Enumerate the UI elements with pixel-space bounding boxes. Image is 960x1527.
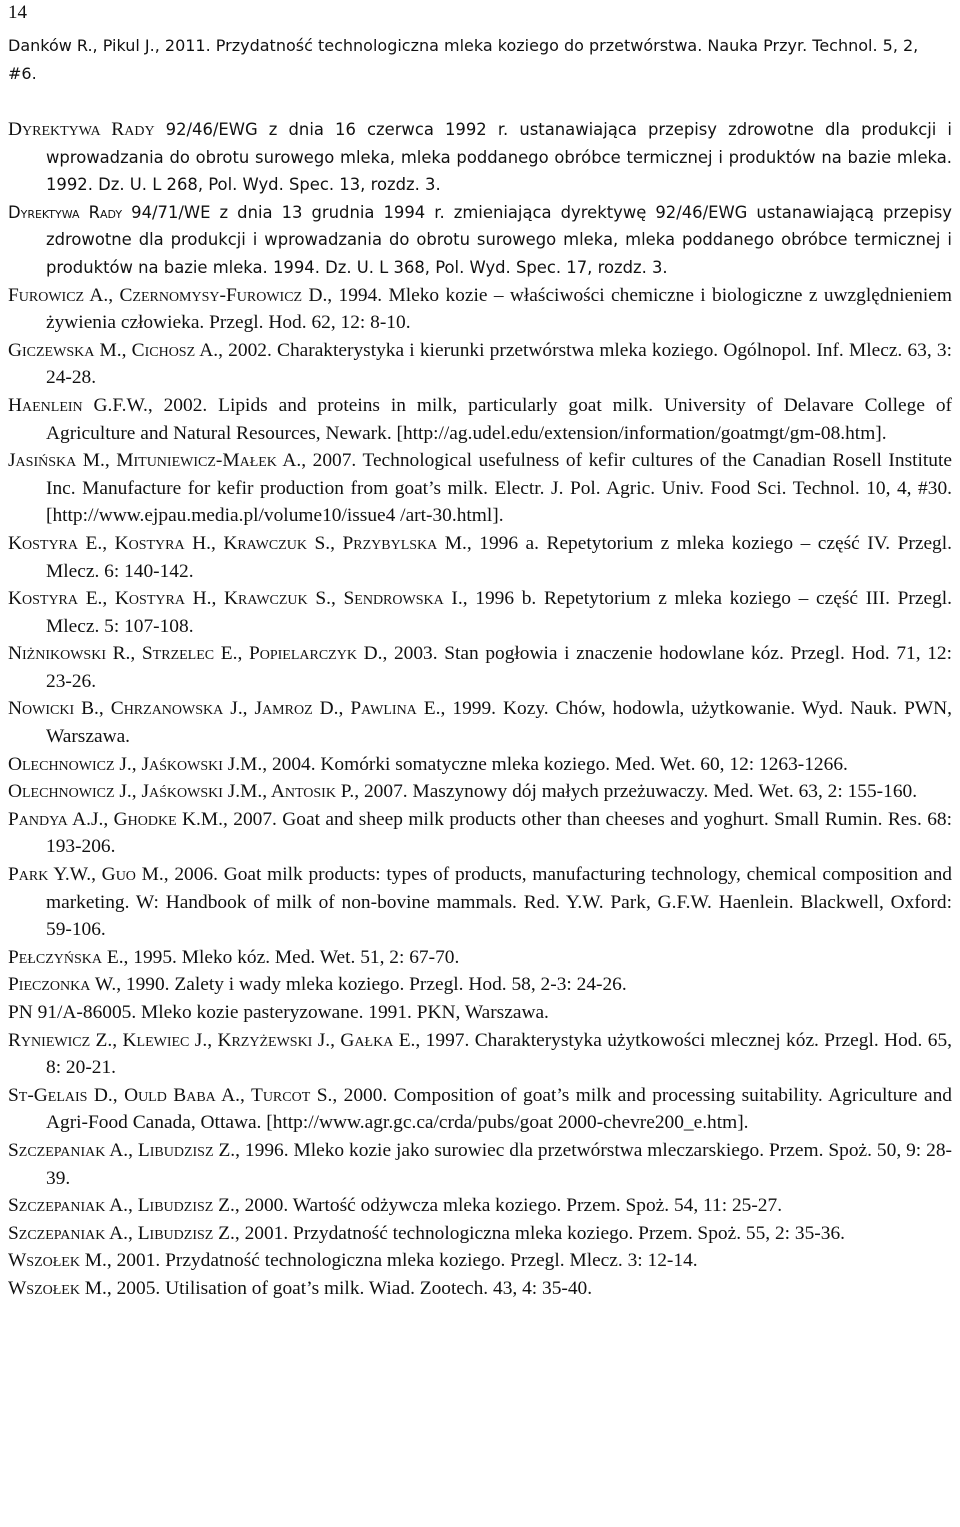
reference-item: [8, 1082, 952, 1137]
reference-text: , 1996 b. Repetytorium z mleka koziego – część III. Przegl. Mlecz. 5: 107-108.: [46, 588, 952, 637]
header-citation: Danków R., Pikul J., 2011. Przydatność technologiczna mleka koziego do przetwórstwa. Nauka Przyr. Technol. 5, 2, #6.: [8, 36, 919, 83]
reference-text: , 2004. Komórki somatyczne mleka koziego. Med. Wet. 60, 12: 1263-1266.: [262, 753, 848, 775]
reference-authors: Furowicz A., Czernomysy-Furowicz D.: [8, 284, 328, 306]
reference-text: , 2002. Lipids and proteins in milk, particularly goat milk. University of Delavare College of Agriculture and Natural Resources, Newark. [http://ag.udel.edu/extension/information/goatmgt/gm-08.htm].: [46, 394, 952, 444]
reference-item: [8, 944, 952, 972]
reference-item: [8, 806, 952, 861]
reference-authors: Pełczyńska E.: [8, 946, 124, 968]
reference-item: [8, 585, 952, 640]
reference-item: [8, 1220, 952, 1248]
reference-authors: Kostyra E., Kostyra H., Krawczuk S., Sendrowska I.: [8, 588, 463, 610]
reference-authors: Szczepaniak A., Libudzisz Z.: [8, 1195, 235, 1217]
reference-text: , 2006. Goat milk products: types of products, manufacturing technology, chemical composition and marketing. W: Handbook of milk of non-bovine mammals. Red. Y.W. Park, G.F.W. Haenlein. Blackwell, Oxford: 59-106.: [46, 864, 952, 941]
reference-authors: Wszołek M.: [8, 1250, 107, 1272]
reference-item: [8, 199, 952, 282]
reference-text: , 2007. Goat and sheep milk products other than cheeses and yoghurt. Small Rumin. Res. 68: 193-206.: [46, 808, 952, 858]
reference-text: 94/71/WE z dnia 13 grudnia 1994 r. zmieniająca dyrektywę 92/46/EWG ustanawiającą przepisy zdrowotne dla produkcji i wprowadzania do obrotu surowego mleka, mleka poddanego obróbce termicznej i produktów na bazie mleka. 1994. Dz. U. L 368, Pol. Wyd. Spec. 17, rozdz. 3.: [46, 202, 952, 277]
reference-item: [8, 778, 952, 806]
reference-item: [8, 337, 952, 392]
reference-item: [8, 447, 952, 530]
reference-item: [8, 392, 952, 447]
reference-text: , 1997. Charakterystyka użytkowości mlecznej kóz. Przegl. Hod. 65, 8: 20-21.: [46, 1029, 953, 1079]
reference-list: [8, 116, 952, 1303]
reference-authors: Dyrektywa Rady: [8, 119, 155, 140]
reference-text: , 2001. Przydatność technologiczna mleka koziego. Przem. Spoż. 55, 2: 35-36.: [234, 1222, 845, 1244]
reference-item: [8, 530, 952, 585]
reference-text: , 1999. Kozy. Chów, hodowla, użytkowanie. Wyd. Nauk. PWN, Warszawa.: [46, 698, 953, 748]
reference-text: , 2001. Przydatność technologiczna mleka koziego. Przegl. Mlecz. 3: 12-14.: [106, 1250, 698, 1272]
reference-item: [8, 999, 952, 1027]
reference-authors: Szczepaniak A., Libudzisz Z.: [8, 1222, 235, 1244]
reference-item: [8, 116, 952, 199]
reference-item: [8, 1192, 952, 1220]
reference-item: [8, 861, 952, 944]
reference-authors: Pieczonka W.: [8, 974, 117, 996]
reference-item: [8, 1137, 952, 1192]
reference-authors: Nowicki B., Chrzanowska J., Jamroz D., Pawlina E.: [8, 698, 441, 720]
reference-authors: Szczepaniak A., Libudzisz Z.: [8, 1139, 236, 1161]
reference-text: , 1995. Mleko kóz. Med. Wet. 51, 2: 67-70.: [123, 946, 460, 968]
reference-text: 92/46/EWG z dnia 16 czerwca 1992 r. ustanawiająca przepisy zdrowotne dla produkcji i wprowadzania do obrotu surowego mleka, mleka poddanego obróbce termicznej i produktów na bazie mleka. 1992. Dz. U. L 268, Pol. Wyd. Spec. 13, rozdz. 3.: [46, 120, 952, 195]
reference-authors: St-Gelais D., Ould Baba A., Turcot S.: [8, 1084, 333, 1106]
reference-authors: Ryniewicz Z., Klewiec J., Krzyżewski J., Gałka E.: [8, 1029, 416, 1051]
reference-authors: Park Y.W., Guo M.: [8, 864, 164, 886]
reference-authors: Haenlein G.F.W.: [8, 394, 148, 416]
reference-item: [8, 1275, 952, 1303]
reference-text: , 2005. Utilisation of goat’s milk. Wiad. Zootech. 43, 4: 35-40.: [106, 1277, 593, 1299]
reference-authors: Olechnowicz J., Jaśkowski J.M., Antosik P.: [8, 781, 355, 803]
reference-text: , 1996. Mleko kozie jako surowiec dla przetwórstwa mleczarskiego. Przem. Spoż. 50, 9: 28-39.: [46, 1139, 952, 1189]
reference-authors: Kostyra E., Kostyra H., Krawczuk S., Przybylska M.: [8, 532, 467, 554]
reference-item: [8, 695, 952, 750]
reference-authors: Pandya A.J., Ghodke K.M.: [8, 808, 223, 830]
reference-text: , 1996 a. Repetytorium z mleka koziego – część IV. Przegl. Mlecz. 6: 140-142.: [46, 532, 952, 582]
reference-text: , 2000. Wartość odżywcza mleka koziego. Przem. Spoż. 54, 11: 25-27.: [234, 1195, 783, 1217]
reference-text: , 2007. Maszynowy dój małych przeżuwaczy. Med. Wet. 63, 2: 155-160.: [354, 781, 918, 803]
reference-item: [8, 971, 952, 999]
reference-authors: Olechnowicz J., Jaśkowski J.M.: [8, 753, 263, 775]
reference-item: [8, 282, 952, 337]
reference-authors: Wszołek M.: [8, 1277, 107, 1299]
reference-authors: Dyrektywa Rady: [8, 202, 123, 222]
reference-authors: Giczewska M., Cichosz A.: [8, 339, 219, 361]
reference-text: , 1994. Mleko kozie – właściwości chemiczne i biologiczne z uwzględnieniem żywienia człowieka. Przegl. Hod. 62, 12: 8-10.: [46, 284, 952, 334]
reference-text: , 1990. Zalety i wady mleka koziego. Przegl. Hod. 58, 2-3: 24-26.: [116, 974, 627, 996]
reference-item: [8, 1247, 952, 1275]
reference-item: [8, 1027, 952, 1082]
reference-item: [8, 751, 952, 779]
page-number: 14: [8, 2, 27, 23]
reference-text: PN 91/A-86005. Mleko kozie pasteryzowane. 1991. PKN, Warszawa.: [8, 1002, 549, 1023]
reference-item: [8, 640, 952, 695]
reference-text: , 2007. Technological usefulness of kefir cultures of the Canadian Rosell Institute Inc. Manufacture for kefir production from goat’s milk. Electr. J. Pol. Agric. Univ. Food Sci. Technol. 10, 4, #30. [http://www.ejpau.media.pl/volume10/issue4 /art-30.html].: [46, 450, 952, 527]
reference-authors: Jasińska M., Mituniewicz-Małek A.: [8, 450, 302, 472]
reference-text: , 2003. Stan pogłowia i znaczenie hodowlane kóz. Przegl. Hod. 71, 12: 23-26.: [46, 643, 953, 692]
reference-text: , 2002. Charakterystyka i kierunki przetwórstwa mleka koziego. Ogólnopol. Inf. Mlecz. 63, 3: 24-28.: [46, 339, 952, 389]
reference-authors: Niżnikowski R., Strzelec E., Popielarczyk D.: [8, 643, 383, 665]
reference-text: , 2000. Composition of goat’s milk and processing suitability. Agriculture and Agri-Food Canada, Ottawa. [http://www.agr.gc.ca/crda/pubs/goat 2000-chevre200_e.htm].: [46, 1084, 952, 1134]
